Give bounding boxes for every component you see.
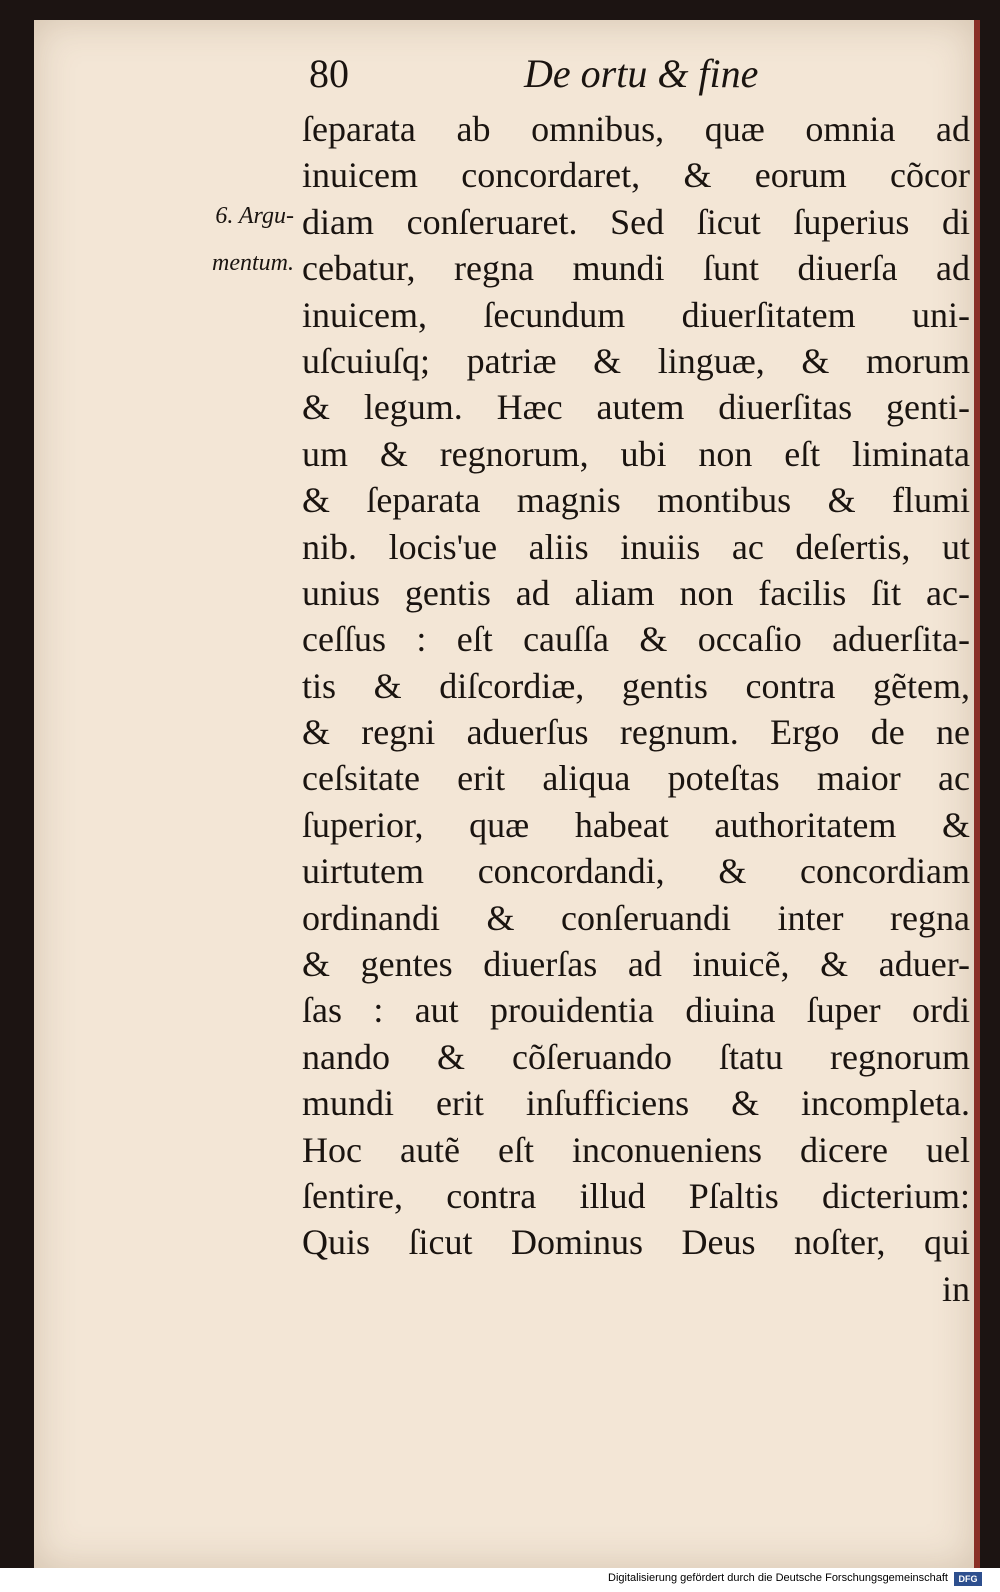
catchword: in	[941, 1268, 970, 1309]
margin-note-line: 6. Argu-	[215, 203, 294, 229]
text-line: ordinandi & conſeruandi inter regna	[302, 897, 970, 938]
page-number: 80	[309, 51, 349, 96]
text-line: & regni aduerſus regnum. Ergo de ne	[302, 712, 970, 753]
text-line: uirtutem concordandi, & concordiam	[302, 851, 970, 892]
text-line: diam conſeruaret. Sed ſicut ſuperius di	[302, 201, 970, 242]
footer-credit: Digitalisierung gefördert durch die Deutsche Forschungsgemeinschaft	[608, 1572, 948, 1584]
text-line: ceſsitate erit aliqua poteſtas maior ac	[302, 758, 970, 799]
text-line: nando & cõſeruando ſtatu regnorum	[302, 1036, 970, 1077]
text-line: unius gentis ad aliam non facilis ſit ac-	[302, 572, 970, 613]
text-line: Hoc autẽ eſt inconueniens dicere uel	[302, 1129, 970, 1170]
dfg-logo: DFG	[954, 1572, 982, 1586]
text-line: ſeparata ab omnibus, quæ omnia ad	[302, 109, 970, 149]
text-line: mundi erit inſufficiens & incompleta.	[302, 1083, 970, 1124]
text-line: tis & diſcordiæ, gentis contra gẽtem,	[302, 665, 970, 706]
text-line: um & regnorum, ubi non eſt liminata	[302, 433, 970, 474]
body-text	[302, 106, 970, 1312]
book-page	[34, 20, 980, 1568]
text-line: & gentes diuerſas ad inuicẽ, & aduer-	[302, 944, 970, 985]
text-line: uſcuiuſq; patriæ & linguæ, & morum	[302, 340, 970, 381]
margin-note-line: mentum.	[212, 250, 294, 276]
text-line: & ſeparata magnis montibus & flumi	[302, 480, 970, 521]
text-line: ſentire, contra illud Pſaltis dicterium:	[302, 1175, 970, 1216]
text-line: ceſſus : eſt cauſſa & occaſio aduerſita-	[302, 619, 970, 660]
running-title: De ortu & fine	[524, 51, 759, 96]
text-line: ſas : aut prouidentia diuina ſuper ordi	[302, 990, 970, 1031]
text-line: Quis ſicut Dominus Deus noſter, qui	[302, 1222, 970, 1263]
text-line: inuicem, ſecundum diuerſitatem uni-	[302, 294, 970, 335]
text-line: & legum. Hæc autem diuerſitas genti-	[302, 387, 970, 428]
text-line: inuicem concordaret, & eorum cõcor	[302, 155, 970, 196]
digitization-footer	[0, 1568, 1000, 1592]
text-line: ſuperior, quæ habeat authoritatem &	[302, 804, 970, 845]
text-line: cebatur, regna mundi ſunt diuerſa ad	[302, 248, 970, 289]
text-line: nib. locis'ue aliis inuiis ac deſertis, ut	[302, 526, 970, 567]
